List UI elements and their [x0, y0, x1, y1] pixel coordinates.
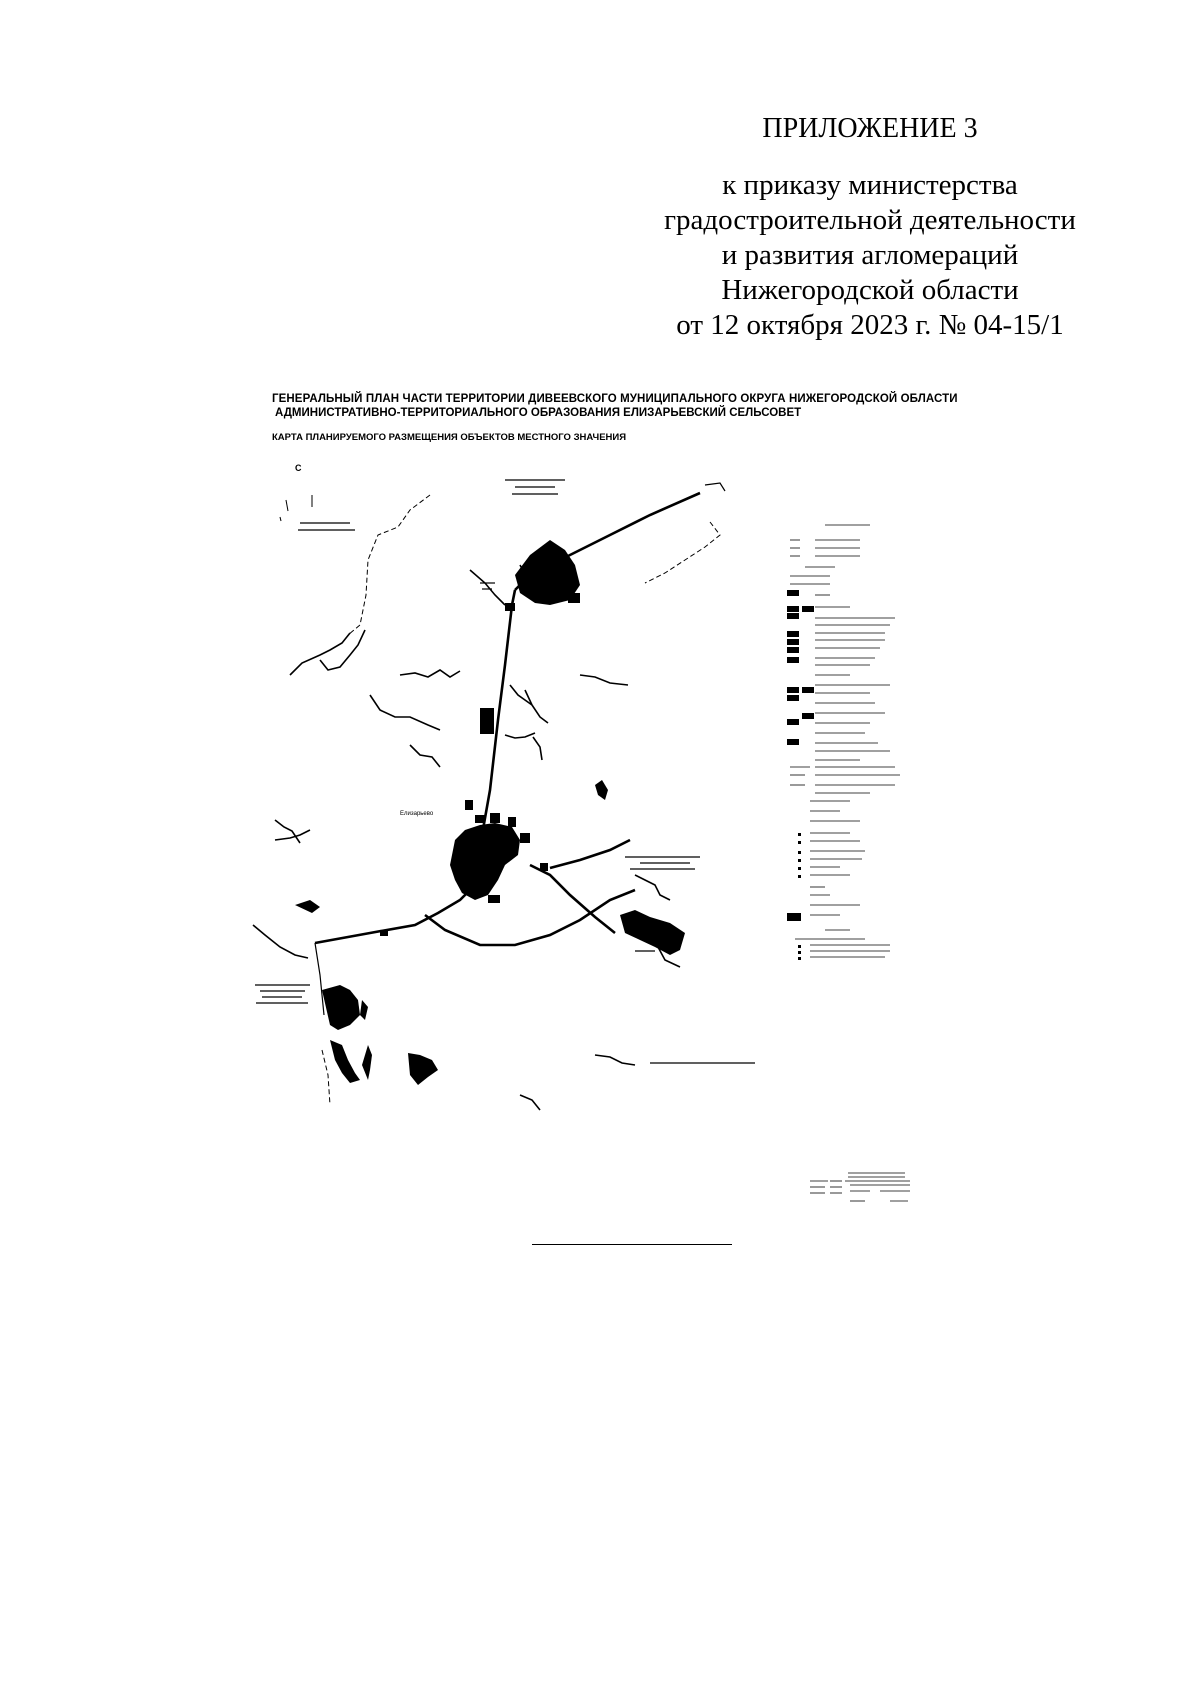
title-stamp: [810, 1173, 910, 1201]
appendix-line-date-number: от 12 октября 2023 г. № 04-15/1: [676, 309, 1064, 341]
document-separator: [532, 1244, 732, 1245]
territory-labels: [255, 480, 755, 1063]
appendix-block: [640, 112, 1100, 343]
map-subtitle: КАРТА ПЛАНИРУЕМОГО РАЗМЕЩЕНИЯ ОБЪЕКТОВ МЕСТНОГО ЗНАЧЕНИЯ: [272, 432, 627, 443]
map-title-line1: ГЕНЕРАЛЬНЫЙ ПЛАН ЧАСТИ ТЕРРИТОРИИ ДИВЕЕВСКОГО МУНИЦИПАЛЬНОГО ОКРУГА НИЖЕГОРОДСКОЙ ОБЛАСТИ: [272, 393, 958, 405]
appendix-title: ПРИЛОЖЕНИЕ 3: [762, 113, 978, 144]
planning-map: [250, 455, 1020, 1215]
district-boundaries: [322, 495, 720, 1215]
map-header: [272, 392, 972, 444]
appendix-line-region: Нижегородской области: [721, 274, 1019, 306]
north-arrow-icon: [280, 495, 312, 521]
appendix-line-agglomeration: и развития агломераций: [721, 239, 1019, 271]
map-legend: [787, 525, 900, 960]
village-label: Елизарьево: [400, 811, 434, 817]
roads: [315, 493, 700, 945]
appendix-line-ministry: градостроительной деятельности: [664, 204, 1076, 236]
settlements: [295, 540, 685, 1085]
appendix-line-order: к приказу министерства: [722, 169, 1018, 201]
map-title-line2: АДМИНИСТРАТИВНО-ТЕРРИТОРИАЛЬНОГО ОБРАЗОВАНИЯ ЕЛИЗАРЬЕВСКИЙ СЕЛЬСОВЕТ: [275, 407, 802, 419]
north-label: С: [295, 463, 302, 473]
